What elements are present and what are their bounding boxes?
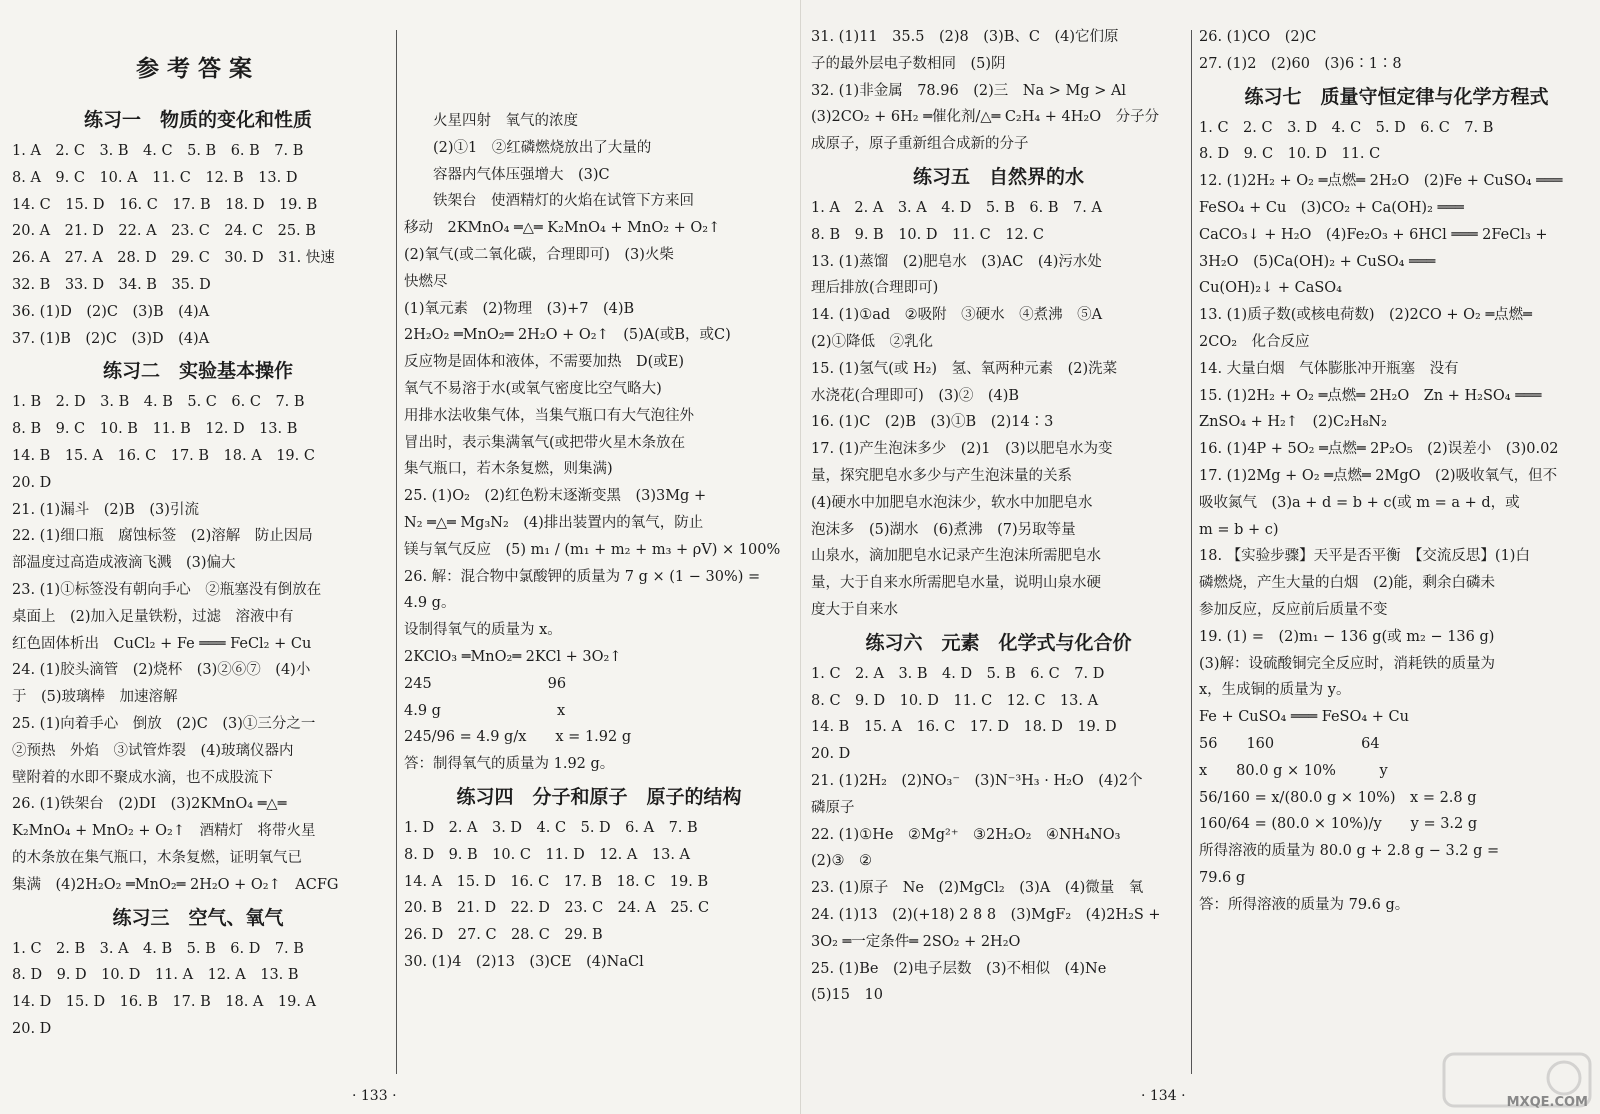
answer-line: Cu(OH)₂↓ + CaSO₄ (1199, 280, 1342, 297)
answer-line: 31. (1)11 35.5 (2)8 (3)B、C (4)它们原 (811, 29, 1119, 45)
answer-line: 山泉水，滴加肥皂水记录产生泡沫所需肥皂水 (811, 548, 1101, 565)
column-divider (1191, 30, 1192, 1074)
answer-line: 红色固体析出 CuCl₂ + Fe ═══ FeCl₂ + Cu (12, 635, 312, 652)
answer-line: 32. B 33. D 34. B 35. D (12, 276, 211, 293)
section-heading: 练习七 质量守恒定律与化学方程式 (1244, 85, 1549, 108)
answer-line: 1. A 2. A 3. A 4. D 5. B 6. B 7. A (811, 199, 1102, 216)
answer-line: 26. D 27. C 28. C 29. B (404, 927, 603, 944)
answer-line: ②预热 外焰 ③试管炸裂 (4)玻璃仪器内 (12, 742, 294, 759)
answer-line: 14. C 15. D 16. C 17. B 18. D 19. B (12, 196, 318, 213)
answer-line: 30. (1)4 (2)13 (3)CE (4)NaCl (404, 953, 644, 970)
answer-line: 1. C 2. A 3. B 4. D 5. B 6. C 7. D (811, 665, 1105, 682)
answer-line: K₂MnO₄ + MnO₂ + O₂↑ 酒精灯 将带火星 (12, 823, 316, 840)
answer-line: 泡沫多 (5)湖水 (6)煮沸 (7)另取等量 (811, 521, 1076, 538)
answer-line: 20. D (12, 1020, 52, 1037)
answer-line: 答：所得溶液的质量为 79.6 g。 (1199, 896, 1410, 913)
answer-line: 磷燃烧，产生大量的白烟 (2)能，剩余白磷未 (1199, 575, 1496, 592)
answer-line: 24. (1)13 (2)(+18) 2 8 8 (3)MgF₂ (4)2H₂S + (811, 906, 1161, 923)
answer-line: 56/160 = x/(80.0 g × 10%) x = 2.8 g (1199, 789, 1477, 806)
answer-line: 4.9 g。 (404, 595, 456, 612)
answer-line: 245 96 (404, 675, 567, 692)
answer-line: 量，大于自来水所需肥皂水量，说明山泉水硬 (811, 575, 1101, 592)
answer-line: 25. (1)Be (2)电子层数 (3)不相似 (4)Ne (811, 960, 1107, 977)
answer-line: 8. C 9. D 10. D 11. C 12. C 13. A (811, 692, 1099, 709)
column-divider (396, 30, 397, 1074)
answer-line: 设制得氧气的质量为 x。 (404, 622, 562, 639)
answer-line: 20. D (12, 474, 52, 491)
answer-line: 容器内气体压强增大 (3)C (404, 166, 610, 183)
answer-line: 壁附着的水即不聚成水滴，也不成股流下 (12, 769, 273, 786)
page-title: 参考答案 (136, 55, 260, 82)
answer-line: 1. D 2. A 3. D 4. C 5. D 6. A 7. B (404, 819, 698, 836)
answer-line: 8. D 9. B 10. C 11. D 12. A 13. A (404, 846, 691, 863)
answer-line: (2)①降低 ②乳化 (811, 333, 934, 350)
answer-line: 25. (1)O₂ (2)红色粉末逐渐变黑 (3)3Mg + (404, 488, 707, 505)
answer-line: 36. (1)D (2)C (3)B (4)A (12, 303, 210, 320)
answer-line: 160/64 = (80.0 × 10%)/y y = 3.2 g (1199, 816, 1478, 833)
answer-line: 17. (1)产生泡沫多少 (2)1 (3)以肥皂水为变 (811, 441, 1113, 458)
answer-line: 移动 2KMnO₄ ═△═ K₂MnO₄ + MnO₂ + O₂↑ (404, 220, 721, 237)
answer-line: N₂ ═△═ Mg₃N₂ (4)排出装置内的氧气，防止 (404, 514, 704, 531)
answer-line: (3)解：设硫酸铜完全反应时，消耗铁的质量为 (1199, 655, 1496, 672)
answer-line: 快燃尽 (404, 273, 448, 290)
answer-line: Fe + CuSO₄ ═══ FeSO₄ + Cu (1199, 709, 1409, 726)
answer-line: (2)①1 ②红磷燃烧放出了大量的 (404, 139, 652, 156)
answer-line: 答：制得氧气的质量为 1.92 g。 (404, 756, 615, 773)
answer-line: CaCO₃↓ + H₂O (4)Fe₂O₃ + 6HCl ═══ 2FeCl₃ + (1199, 226, 1548, 243)
section-heading: 练习四 分子和原子 原子的结构 (456, 785, 742, 808)
answer-line: 8. D 9. C 10. D 11. C (1199, 146, 1381, 163)
answer-line: 理后排放(合理即可) (811, 280, 939, 297)
section-heading: 练习五 自然界的水 (912, 165, 1084, 188)
answer-line: 26. 解：混合物中氯酸钾的质量为 7 g × (1 − 30%) = (404, 568, 761, 585)
answer-line: 反应物是固体和液体，不需要加热 D(或E) (404, 354, 685, 371)
answer-line: 部温度过高造成液滴飞溅 (3)偏大 (12, 555, 236, 572)
answer-line: 24. (1)胶头滴管 (2)烧杯 (3)②⑥⑦ (4)小 (12, 662, 311, 679)
answer-line: 27. (1)2 (2)60 (3)6∶1∶8 (1199, 55, 1402, 72)
answer-line: 度大于自来水 (811, 601, 898, 618)
answer-line: 集气瓶口，若木条复燃，则集满) (404, 461, 613, 478)
answer-line: 16. (1)4P + 5O₂ ═点燃═ 2P₂O₅ (2)误差小 (3)0.02 (1199, 441, 1559, 458)
answer-line: 22. (1)细口瓶 腐蚀标签 (2)溶解 防止因局 (12, 528, 313, 545)
answer-line: 26. (1)铁架台 (2)DI (3)2KMnO₄ ═△═ (12, 796, 287, 813)
answer-line: 2H₂O₂ ═MnO₂═ 2H₂O + O₂↑ (5)A(或B，或C) (404, 327, 731, 344)
answer-line: 所得溶液的质量为 80.0 g + 2.8 g − 3.2 g = (1199, 843, 1500, 860)
answer-line: 37. (1)B (2)C (3)D (4)A (12, 330, 210, 347)
answer-line: (2)氧气(或二氧化碳，合理即可) (3)火柴 (404, 246, 674, 263)
section-heading: 练习一 物质的变化和性质 (83, 109, 312, 131)
section-heading: 练习六 元素 化学式与化合价 (865, 631, 1132, 654)
answer-line: (5)15 10 (811, 987, 883, 1004)
answer-line: 8. D 9. D 10. D 11. A 12. A 13. B (12, 967, 299, 984)
answer-line: 1. B 2. D 3. B 4. B 5. C 6. C 7. B (12, 394, 305, 411)
answer-line: 2KClO₃ ═MnO₂═ 2KCl + 3O₂↑ (404, 648, 622, 665)
answer-line: 火星四射 氧气的浓度 (404, 113, 578, 129)
answer-line: 8. A 9. C 10. A 11. C 12. B 13. D (12, 169, 298, 186)
answer-line: 18. 【实验步骤】天平是否平衡 【交流反思】(1)白 (1199, 548, 1530, 565)
answer-line: 16. (1)C (2)B (3)①B (2)14∶3 (811, 414, 1054, 431)
answer-line: 8. B 9. C 10. B 11. B 12. D 13. B (12, 421, 298, 438)
answer-line: 26. A 27. A 28. D 29. C 30. D 31. 快速 (12, 250, 335, 267)
answer-line: m = b + c) (1199, 521, 1279, 538)
answer-line: 14. A 15. D 16. C 17. B 18. C 19. B (404, 873, 709, 890)
answer-line: 14. B 15. A 16. C 17. B 18. A 19. C (12, 447, 315, 464)
answer-line: FeSO₄ + Cu (3)CO₂ + Ca(OH)₂ ═══ (1199, 199, 1464, 216)
answer-line: 12. (1)2H₂ + O₂ ═点燃═ 2H₂O (2)Fe + CuSO₄ ═══ (1199, 173, 1563, 190)
answer-line: 3H₂O (5)Ca(OH)₂ + CuSO₄ ═══ (1199, 253, 1436, 270)
answer-line: 8. B 9. B 10. D 11. C 12. C (811, 226, 1045, 243)
answer-line: 13. (1)蒸馏 (2)肥皂水 (3)AC (4)污水处 (811, 253, 1102, 270)
answer-line: (4)硬水中加肥皂水泡沫少，软水中加肥皂水 (811, 494, 1093, 511)
answer-line: 3O₂ ═一定条件═ 2SO₂ + 2H₂O (811, 933, 1021, 950)
answer-line: 245/96 = 4.9 g/x x = 1.92 g (404, 729, 632, 746)
answer-line: 23. (1)原子 Ne (2)MgCl₂ (3)A (4)微量 氧 (811, 880, 1144, 897)
answer-line: 20. A 21. D 22. A 23. C 24. C 25. B (12, 223, 316, 240)
answer-line: 32. (1)非金属 78.96 (2)三 Na > Mg > Al (811, 82, 1127, 99)
answer-line: 1. A 2. C 3. B 4. C 5. B 6. B 7. B (12, 143, 304, 159)
answer-line: 56 160 64 (1199, 735, 1380, 752)
answer-line: 子的最外层电子数相同 (5)阴 (811, 55, 1006, 72)
answer-line: 14. (1)①ad ②吸附 ③硬水 ④煮沸 ⑤A (811, 307, 1103, 324)
section-heading: 练习三 空气、氧气 (112, 906, 284, 929)
answer-line: 量，探究肥皂水多少与产生泡沫量的关系 (811, 467, 1072, 484)
column-1 (12, 0, 384, 1074)
answer-line: 25. (1)向着手心 倒放 (2)C (3)①三分之一 (12, 715, 316, 732)
answer-line: 镁与氧气反应 (5) m₁ / (m₁ + m₂ + m₃ + ρV) × 100% (404, 541, 781, 558)
column-4 (1199, 24, 1594, 1074)
column-3 (811, 24, 1186, 1074)
page-number-right: · 134 · (1141, 1088, 1186, 1104)
answer-line: 2CO₂ 化合反应 (1199, 333, 1310, 350)
answer-line: 14. 大量白烟 气体膨胀冲开瓶塞 没有 (1199, 360, 1459, 377)
answer-line: 桌面上 (2)加入足量铁粉，过滤 溶液中有 (12, 608, 294, 625)
answer-line: 1. C 2. C 3. D 4. C 5. D 6. C 7. B (1199, 119, 1494, 136)
answer-line: 4.9 g x (404, 702, 566, 719)
answer-line: (3)2CO₂ + 6H₂ ═催化剂/△═ C₂H₄ + 4H₂O 分子分 (811, 109, 1160, 126)
answer-line: 15. (1)2H₂ + O₂ ═点燃═ 2H₂O Zn + H₂SO₄ ═══ (1199, 387, 1542, 404)
answer-line: 集满 (4)2H₂O₂ ═MnO₂═ 2H₂O + O₂↑ ACFG (12, 876, 339, 893)
answer-line: 水浇花(合理即可) (3)② (4)B (811, 387, 1020, 404)
page-number-left: · 133 · (352, 1088, 397, 1104)
answer-line: x 80.0 g × 10% y (1199, 762, 1388, 779)
answer-line: 15. (1)氢气(或 H₂) 氢、氧两种元素 (2)洗菜 (811, 360, 1118, 377)
answer-line: 参加反应，反应前后质量不变 (1199, 601, 1388, 618)
answer-line: 13. (1)质子数(或核电荷数) (2)2CO + O₂ ═点燃═ (1199, 307, 1532, 324)
answer-line: 氧气不易溶于水(或氧气密度比空气略大) (404, 380, 662, 397)
section-heading: 练习二 实验基本操作 (102, 360, 293, 383)
answer-line: 23. (1)①标签没有朝向手心 ②瓶塞没有倒放在 (12, 581, 322, 598)
answer-line: 17. (1)2Mg + O₂ ═点燃═ 2MgO (2)吸收氧气，但不 (1199, 467, 1558, 484)
answer-line: 磷原子 (811, 799, 855, 816)
answer-line: 14. D 15. D 16. B 17. B 18. A 19. A (12, 994, 317, 1011)
answer-line: 22. (1)①He ②Mg²⁺ ③2H₂O₂ ④NH₄NO₃ (811, 826, 1121, 843)
answer-line: 19. (1) = (2)m₁ − 136 g(或 m₂ − 136 g) (1199, 628, 1495, 645)
answer-line: (2)③ ② (811, 853, 873, 870)
answer-line: 冒出时，表示集满氧气(或把带火星木条放在 (404, 434, 686, 451)
answer-line: 20. B 21. D 22. D 23. C 24. A 25. C (404, 900, 710, 917)
answer-line: 成原子，原子重新组合成新的分子 (811, 136, 1029, 153)
answer-line: 79.6 g (1199, 869, 1246, 886)
answer-line: 26. (1)CO (2)C (1199, 29, 1317, 45)
answer-line: 21. (1)漏斗 (2)B (3)引流 (12, 501, 199, 518)
answer-line: 吸收氮气 (3)a + d = b + c(或 m = a + d，或 (1199, 494, 1520, 511)
answer-line: x，生成铜的质量为 y。 (1199, 682, 1351, 699)
answer-line: (1)氧元素 (2)物理 (3)+7 (4)B (404, 300, 635, 317)
right-page (800, 0, 1600, 1114)
answer-line: ZnSO₄ + H₂↑ (2)C₂H₈N₂ (1199, 414, 1387, 431)
answer-line: 20. D (811, 746, 851, 763)
column-2 (404, 108, 794, 1074)
answer-line: 1. C 2. B 3. A 4. B 5. B 6. D 7. B (12, 940, 304, 957)
answer-line: 用排水法收集气体，当集气瓶口有大气泡往外 (404, 407, 694, 424)
answer-line: 的木条放在集气瓶口，木条复燃，证明氧气已 (12, 849, 302, 866)
watermark-text: MXQE.COM (1506, 1095, 1588, 1110)
answer-line: 于 (5)玻璃棒 加速溶解 (12, 689, 178, 706)
answer-line: 铁架台 使酒精灯的火焰在试管下方来回 (404, 193, 694, 210)
answer-line: 21. (1)2H₂ (2)NO₃⁻ (3)N⁻³H₃ · H₂O (4)2个 (811, 772, 1143, 789)
answer-line: 14. B 15. A 16. C 17. D 18. D 19. D (811, 719, 1117, 736)
